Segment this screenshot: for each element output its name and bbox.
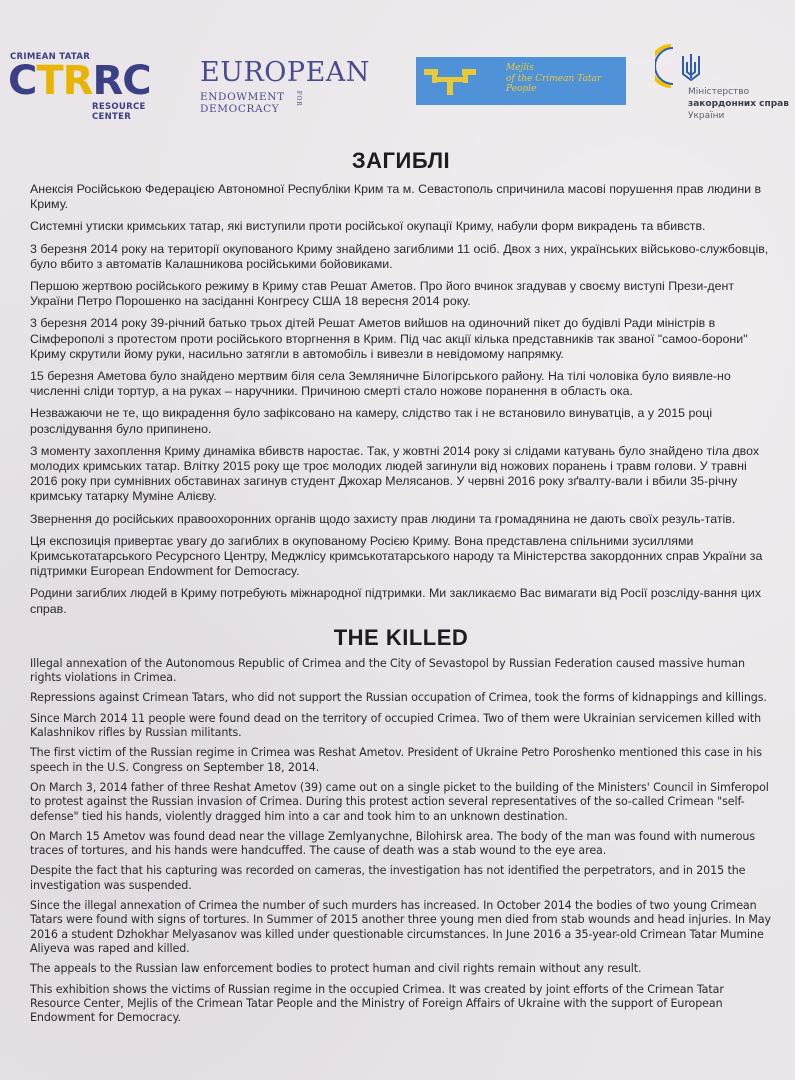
mfa-logo bbox=[655, 40, 790, 130]
ukrainian-paragraph: 15 березня Аметова було знайдено мертвим біля села Земляничне Білогірського району. На тілі чоловіка було виявле-но численні сліди тортур, а на руках – наручники. Причиною смерті стало ножове поранення в область ока. bbox=[30, 369, 731, 399]
ukrainian-paragraph: Звернення до російських правоохоронних органів щодо захисту прав людини та громадянина не дають своїх резуль-татів. bbox=[30, 511, 736, 526]
poster-text bbox=[30, 148, 772, 1031]
ukrainian-paragraph: Ця експозиція привертає увагу до загиблих в окупованому Росією Криму. Вона представлена спільними зусиллями Кримськотатарського Ресурсного Центру, Меджлісу кримськотатарського народу та Міністерства закордонних справ України за підтримки European Endowment for Democracy. bbox=[30, 533, 763, 579]
english-paragraph: Illegal annexation of the Autonomous Republic of Crimea and the City of Sevastopol by Russian Federation caused massive human rights violations in Crimea. bbox=[30, 656, 745, 685]
english-title: THE KILLED bbox=[333, 624, 469, 650]
english-paragraph: Since March 2014 11 people were found dead on the territory of occupied Crimea. Two of them were Ukrainian servicemen killed with Kalashnikov rifles by Russian militants. bbox=[30, 711, 762, 740]
ukrainian-paragraph: 3 березня 2014 року 39-річний батько трьох дітей Решат Аметов вийшов на одиночний пікет до будівлі Ради міністрів в Сімферополі з протестом проти російського вторгнення в Крим. Під час акції кілька представників так званої "самоо-борони" Криму скрутили йому руки, насильно затягли в автомобіль і вивезли в невідомому напрямку. bbox=[30, 316, 748, 361]
eed-line2: ENDOWMENT FOR DEMOCRACY bbox=[200, 90, 302, 115]
ctrc-logo bbox=[8, 52, 183, 122]
eed-logo bbox=[200, 58, 390, 118]
english-paragraph: The appeals to the Russian law enforcement bodies to protect human and civil rights remain without any result. bbox=[30, 962, 642, 976]
english-paragraph: The first victim of the Russian regime in Crimea was Reshat Ametov. President of Ukraine Petro Poroshenko mentioned this case in his speech in the U.S. Congress on September 18, 2014. bbox=[30, 746, 762, 774]
mejlis-text: Mejlis of the Crimean Tatar People bbox=[506, 63, 602, 94]
tamga-icon bbox=[422, 65, 478, 97]
english-paragraph: Despite the fact that his capturing was recorded on cameras, the investigation has not identified the perpetrators, and in 2015 the investigation was suspended. bbox=[30, 864, 746, 892]
ukrainian-paragraph: Незважаючи не те, що викрадення було зафіксовано на камеру, слідство так і не встановило винуватців, а у 2015 році розслідування було припинено. bbox=[30, 406, 713, 436]
logo-bar bbox=[0, 0, 795, 130]
ctrc-top-label: CRIMEAN TATAR bbox=[10, 52, 91, 62]
mejlis-logo bbox=[416, 57, 626, 105]
ukrainian-paragraph: Анексія Російською Федерацією Автономної Республіки Крим та м. Севастополь спричинила масові порушення прав людини в Криму. bbox=[30, 182, 762, 212]
eed-line1: EUROPEAN bbox=[200, 57, 370, 88]
ukrainian-paragraph: Першою жертвою російського режиму в Криму став Решат Аметов. Про його вчинок згадував у своєму виступі Прези-дент України Петро Порошенко на засіданні Конгресу США 18 вересня 2014 року. bbox=[30, 279, 735, 309]
ukrainian-paragraph: Системні утиски кримських татар, які виступили проти російської окупації Криму, набули форм викрадень та вбивств. bbox=[30, 219, 706, 234]
english-paragraph: Repressions against Crimean Tatars, who did not support the Russian occupation of Crimea, took the forms of kidnappings and killings. bbox=[30, 691, 767, 705]
mfa-text: Міністерство закордонних справ України bbox=[688, 87, 789, 121]
english-paragraph: On March 3, 2014 father of three Reshat Ametov (39) came out on a single picket to the building of the Ministers' Council in Simferopol to protest against the Russian invasion of Crimea. During this protest action several representatives of the so-called Crimean "self-defense" tied his hands, violently dragged him into a car and took him to an unknown destination. bbox=[30, 780, 769, 823]
ukrainian-paragraph: З моменту захоплення Криму динаміка вбивств наростає. Так, у жовтні 2014 року зі слідами катувань було знайдено тіла двох молодих кримських татар. Влітку 2015 року ще троє молодих людей загинули від ножових поранень і травм голови. У травні 2016 року при сумнівних обставинах загинув студент Джохар Мелясанов. У червні 2016 року зґвалту-вали і вбили 35-річну кримську татарку Муміне Алієву. bbox=[30, 443, 760, 504]
ukrainian-title: ЗАГИБЛІ bbox=[351, 148, 451, 173]
english-paragraph: On March 15 Ametov was found dead near the village Zemlyanychne, Bilohirsk area. The body of the man was found with numerous traces of tortures, and his hands were handcuffed. The cause of death was a stab wound to the eye area. bbox=[30, 829, 756, 858]
ukrainian-paragraph: Родини загиблих людей в Криму потребують міжнародної підтримки. Ми закликаємо Вас вимагати від Росії розсліду-вання цих справ. bbox=[30, 586, 762, 616]
ctrc-letters: CTRRC bbox=[8, 58, 151, 104]
english-paragraph: This exhibition shows the victims of Russian regime in the occupied Crimea. It was created by joint efforts of the Crimean Tatar Resource Center, Mejlis of the Crimean Tatar People and the Ministry of Foreign Affairs of Ukraine with the support of European Endowment for Democracy. bbox=[30, 982, 724, 1025]
english-paragraph: Since the illegal annexation of Crimea the number of such murders has increased. In October 2014 the bodies of two young Crimean Tatars were found with signs of tortures. In Summer of 2015 another three young men died from stab wounds and head injuries. In May 2016 a student Dzhokhar Melyasanov was killed under questionable circumstances. In June 2016 a 35-year-old Crimean Tatar Mumine Aliyeva was raped and killed. bbox=[30, 899, 772, 955]
ukrainian-paragraph: 3 березня 2014 року на території окупованого Криму знайдено загиблими 11 осіб. Двох з них, українських військово-службовців, було вбито з автоматів Калашникова російськими бойовиками. bbox=[30, 241, 769, 271]
ctrc-bottom-label: RESOURCE CENTER bbox=[92, 102, 146, 122]
ukraine-emblem-icon bbox=[655, 42, 707, 92]
